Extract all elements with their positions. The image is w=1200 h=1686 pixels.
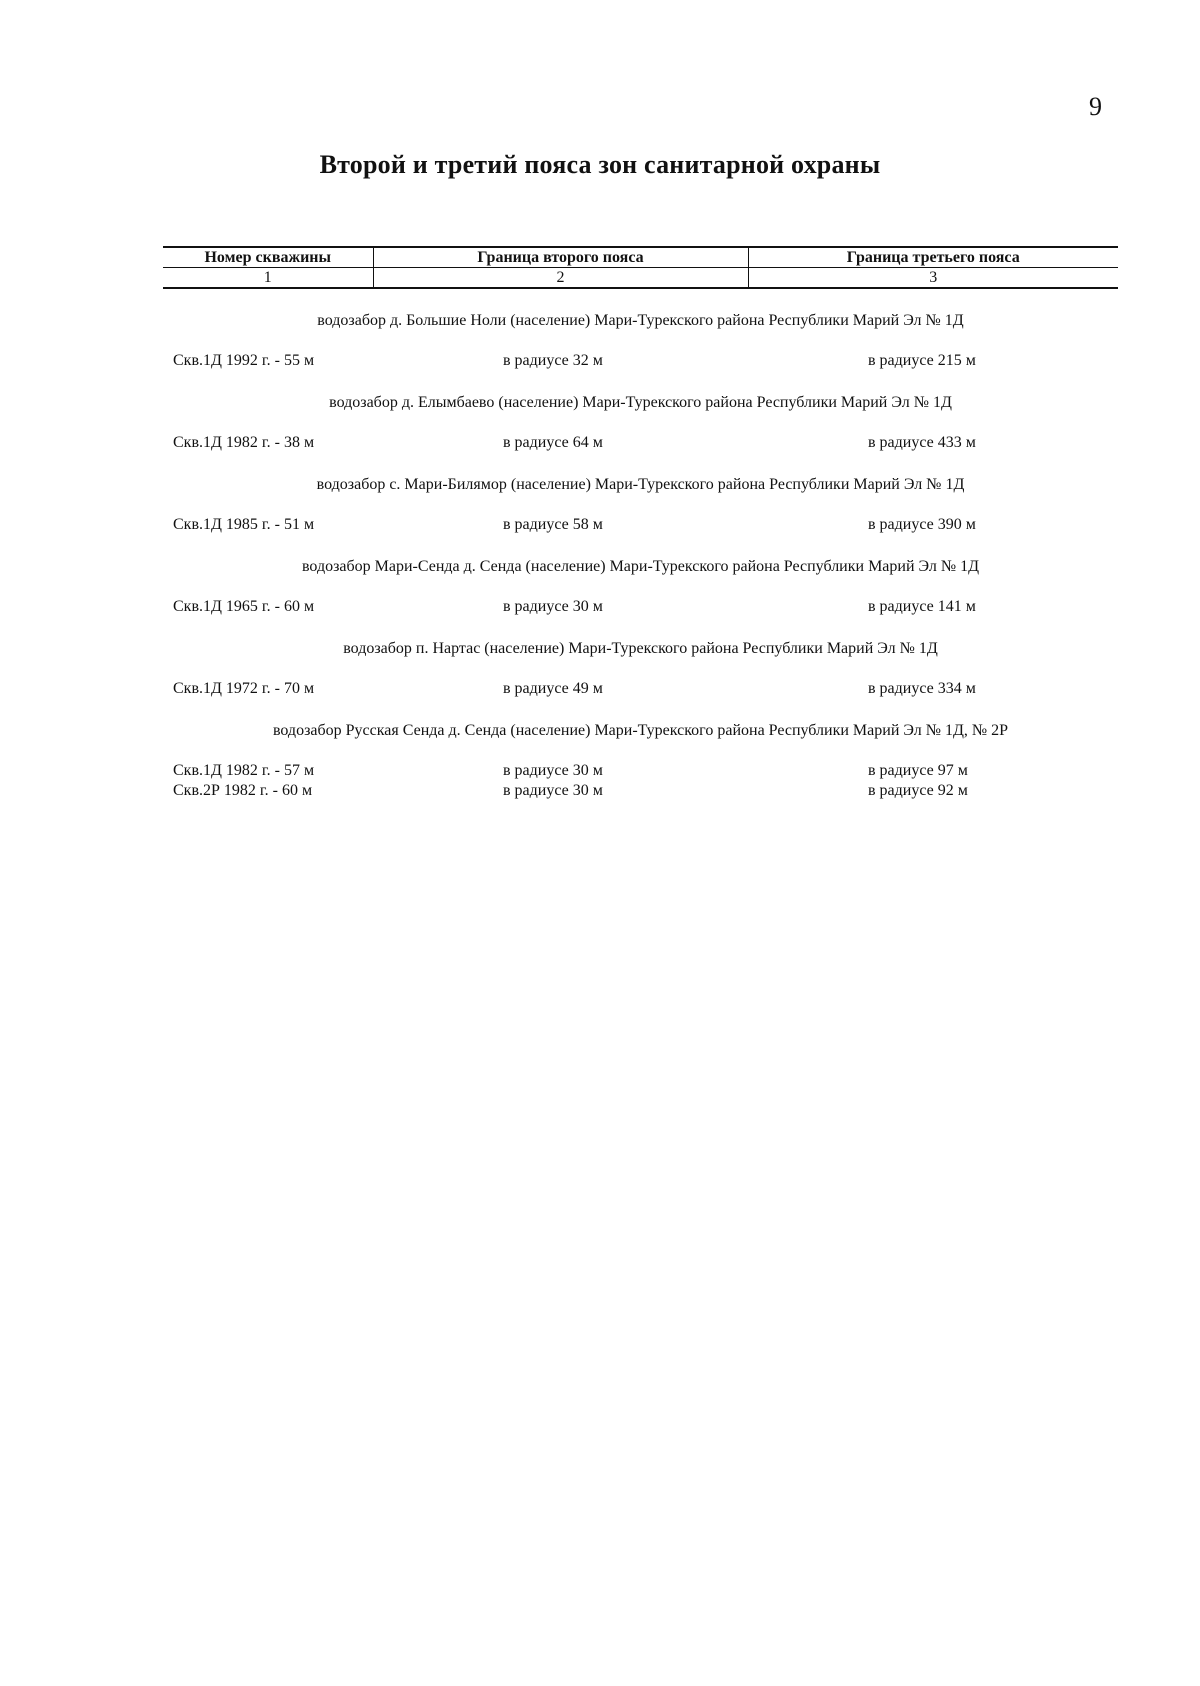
header-row xyxy=(163,247,1118,268)
column-number-1: 1 xyxy=(163,268,373,289)
well-list xyxy=(163,351,1118,371)
well-list xyxy=(163,433,1118,453)
second-belt-boundary: в радиусе 30 м xyxy=(503,598,603,615)
page-number: 9 xyxy=(1089,92,1102,121)
well-number: Скв.1Д 1982 г. - 38 м xyxy=(173,434,315,451)
second-belt-boundary: в радиусе 64 м xyxy=(503,434,603,451)
third-belt-boundary: в радиусе 433 м xyxy=(868,434,976,451)
well-row xyxy=(163,679,1118,699)
intake-section xyxy=(163,473,1118,535)
third-belt-boundary: в радиусе 215 м xyxy=(868,352,976,369)
third-belt-boundary: в радиусе 97 м xyxy=(868,762,968,779)
well-row xyxy=(163,515,1118,535)
column-header-well: Номер скважины xyxy=(163,247,373,268)
zones-table-body xyxy=(163,309,1118,821)
well-number: Скв.1Д 1972 г. - 70 м xyxy=(173,680,315,697)
intake-title: водозабор д. Елымбаево (население) Мари-Турекского района Республики Марий Эл № 1Д xyxy=(329,394,952,411)
well-list xyxy=(163,761,1118,801)
well-row xyxy=(163,597,1118,617)
intake-title: водозабор Мари-Сенда д. Сенда (население) Мари-Турекского района Республики Марий Эл № 1Д xyxy=(301,558,980,575)
second-belt-boundary: в радиусе 32 м xyxy=(503,352,603,369)
well-list xyxy=(163,515,1118,535)
intake-section xyxy=(163,391,1118,453)
well-row xyxy=(163,351,1118,371)
third-belt-boundary: в радиусе 390 м xyxy=(868,516,976,533)
column-number-row xyxy=(163,268,1118,289)
second-belt-boundary: в радиусе 30 м xyxy=(503,782,603,799)
well-number: Скв.1Д 1982 г. - 57 м xyxy=(173,762,315,779)
well-list xyxy=(163,679,1118,699)
zones-table-header xyxy=(163,246,1118,289)
well-number: Скв.1Д 1985 г. - 51 м xyxy=(173,516,315,533)
second-belt-boundary: в радиусе 49 м xyxy=(503,680,603,697)
well-number: Скв.1Д 1992 г. - 55 м xyxy=(173,352,315,369)
second-belt-boundary: в радиусе 58 м xyxy=(503,516,603,533)
well-number: Скв.1Д 1965 г. - 60 м xyxy=(173,598,315,615)
intake-title: водозабор д. Большие Ноли (население) Мари-Турекского района Республики Марий Эл № 1Д xyxy=(317,312,964,329)
well-number: Скв.2Р 1982 г. - 60 м xyxy=(173,782,313,799)
third-belt-boundary: в радиусе 334 м xyxy=(868,680,976,697)
intake-section xyxy=(163,309,1118,371)
document-title: Второй и третий пояса зон санитарной охраны xyxy=(319,150,881,179)
well-row xyxy=(163,761,1118,781)
well-list xyxy=(163,597,1118,617)
intake-section xyxy=(163,637,1118,699)
well-row xyxy=(163,781,1118,801)
column-number-3: 3 xyxy=(748,268,1118,289)
column-header-second-belt: Граница второго пояса xyxy=(373,247,748,268)
well-row xyxy=(163,433,1118,453)
intake-title: водозабор с. Мари-Билямор (население) Мари-Турекского района Республики Марий Эл № 1Д xyxy=(316,476,965,493)
third-belt-boundary: в радиусе 92 м xyxy=(868,782,968,799)
intake-section xyxy=(163,555,1118,617)
intake-title: водозабор п. Нартас (население) Мари-Турекского района Республики Марий Эл № 1Д xyxy=(343,640,938,657)
intake-section xyxy=(163,719,1118,801)
column-number-2: 2 xyxy=(373,268,748,289)
second-belt-boundary: в радиусе 30 м xyxy=(503,762,603,779)
column-header-third-belt: Граница третьего пояса xyxy=(748,247,1118,268)
intake-title: водозабор Русская Сенда д. Сенда (население) Мари-Турекского района Республики Марий Эл № 1Д, № 2Р xyxy=(272,722,1009,739)
third-belt-boundary: в радиусе 141 м xyxy=(868,598,976,615)
